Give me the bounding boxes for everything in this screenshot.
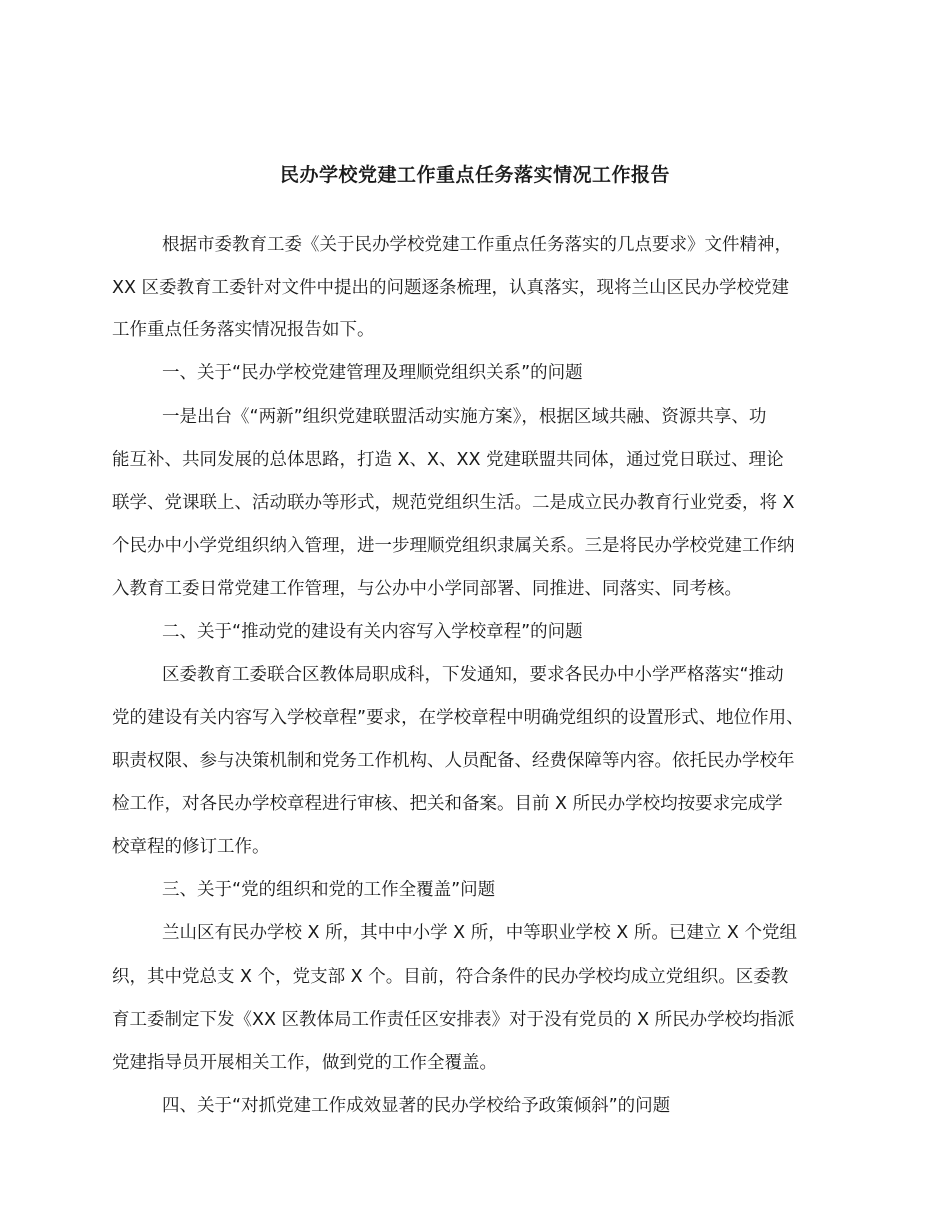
paragraph-line: 工作重点任务落实情况报告如下。 [112, 320, 375, 340]
paragraph-line: 能互补、共同发展的总体思路，打造 X、X、XX 党建联盟共同体，通过党日联过、理论 [112, 450, 784, 470]
section-heading: 四、关于“对抓党建工作成效显著的民办学校给予政策倾斜”的问题 [162, 1096, 671, 1116]
paragraph-line: 党的建设有关内容写入学校章程”要求，在学校章程中明确党组织的设置形式、地位作用、 [112, 708, 804, 728]
paragraph-line: 织，其中党总支 X 个，党支部 X 个。目前，符合条件的民办学校均成立党组织。区委教 [112, 967, 789, 987]
paragraph-line: XX 区委教育工委针对文件中提出的问题逐条梳理，认真落实，现将兰山区民办学校党建 [112, 278, 790, 298]
paragraph-line: 区委教育工委联合区教体局职成科，下发通知，要求各民办中小学严格落实“推动 [162, 665, 784, 685]
paragraph-line: 检工作，对各民办学校章程进行审核、把关和备案。目前 X 所民办学校均按要求完成学 [112, 794, 783, 814]
paragraph-line: 党建指导员开展相关工作，做到党的工作全覆盖。 [112, 1053, 497, 1073]
paragraph-line: 入教育工委日常党建工作管理，与公办中小学同部署、同推进、同落实、同考核。 [112, 579, 742, 599]
paragraph-line: 育工委制定下发《XX 区教体局工作责任区安排表》对于没有党员的 X 所民办学校均指派 [112, 1010, 795, 1030]
paragraph-line: 根据市委教育工委《关于民办学校党建工作重点任务落实的几点要求》文件精神， [162, 235, 792, 255]
section-heading: 二、关于“推动党的建设有关内容写入学校章程”的问题 [162, 622, 583, 642]
section-heading: 三、关于“党的组织和党的工作全覆盖”问题 [162, 880, 496, 900]
paragraph-line: 一是出台《“两新”组织党建联盟活动实施方案》，根据区域共融、资源共享、功 [162, 407, 767, 427]
section-heading: 一、关于“民办学校党建管理及理顺党组织关系”的问题 [162, 363, 583, 383]
paragraph-line: 职责权限、参与决策机制和党务工作机构、人员配备、经费保障等内容。依托民办学校年 [112, 751, 795, 771]
paragraph-line: 联学、党课联上、活动联办等形式，规范党组织生活。二是成立民办教育行业党委，将 X [112, 493, 795, 513]
paragraph-line: 校章程的修订工作。 [112, 837, 270, 857]
paragraph-line: 兰山区有民办学校 X 所，其中中小学 X 所，中等职业学校 X 所。已建立 X 个党组 [162, 923, 797, 943]
paragraph-line: 个民办中小学党组织纳入管理，进一步理顺党组织隶属关系。三是将民办学校党建工作纳 [112, 536, 795, 556]
document-title: 民办学校党建工作重点任务落实情况工作报告 [279, 164, 670, 186]
